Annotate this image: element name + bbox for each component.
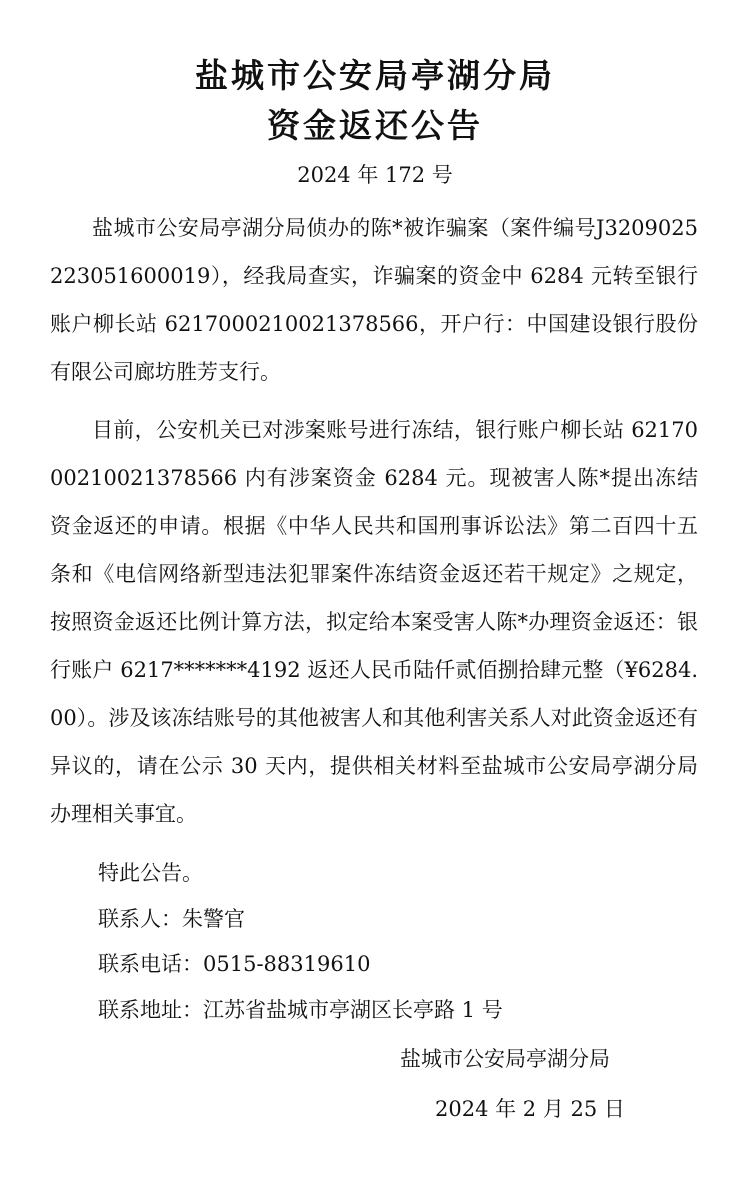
contact-person: 联系人：朱警官 [98,907,245,931]
document-number: 2024 年 172 号 [297,163,453,187]
signature-date: 2024 年 2 月 25 日 [435,1097,625,1121]
notice-title: 资金返还公告 [267,106,483,145]
notice-body [50,204,698,838]
issuer-title: 盐城市公安局亭湖分局 [195,56,555,95]
closing-statement: 特此公告。 [98,861,203,885]
case-paragraph: 盐城市公安局亭湖分局侦办的陈*被诈骗案（案件编号J3209025223051600019），经我局查实，诈骗案的资金中 6284 元转至银行账户柳长站 6217000210021378566，开户行：中国建设银行股份有限公司廊坊胜芳支行。 [50,216,698,384]
refund-paragraph: 目前，公安机关已对涉案账号进行冻结，银行账户柳长站 6217000210021378566 内有涉案资金 6284 元。现被害人陈*提出冻结资金返还的申请。根据《中华人民共和国刑事诉讼法》第二百四十五条和《电信网络新型违法犯罪案件冻结资金返还若干规定》之规定，按照资金返还比例计算方法，拟定给本案受害人陈*办理资金返还：银行账户 6217*******4192 返还人民币陆仟贰佰捌拾肆元整（¥6284.00）。涉及该冻结账号的其他被害人和其他利害关系人对此资金返还有异议的，请在公示 30 天内，提供相关材料至盐城市公安局亭湖分局办理相关事宜。 [50,418,698,826]
signature-organization: 盐城市公安局亭湖分局 [400,1047,610,1071]
contact-address: 联系地址：江苏省盐城市亭湖区长亭路 1 号 [98,998,503,1022]
contact-phone: 联系电话：0515-88319610 [98,952,371,976]
